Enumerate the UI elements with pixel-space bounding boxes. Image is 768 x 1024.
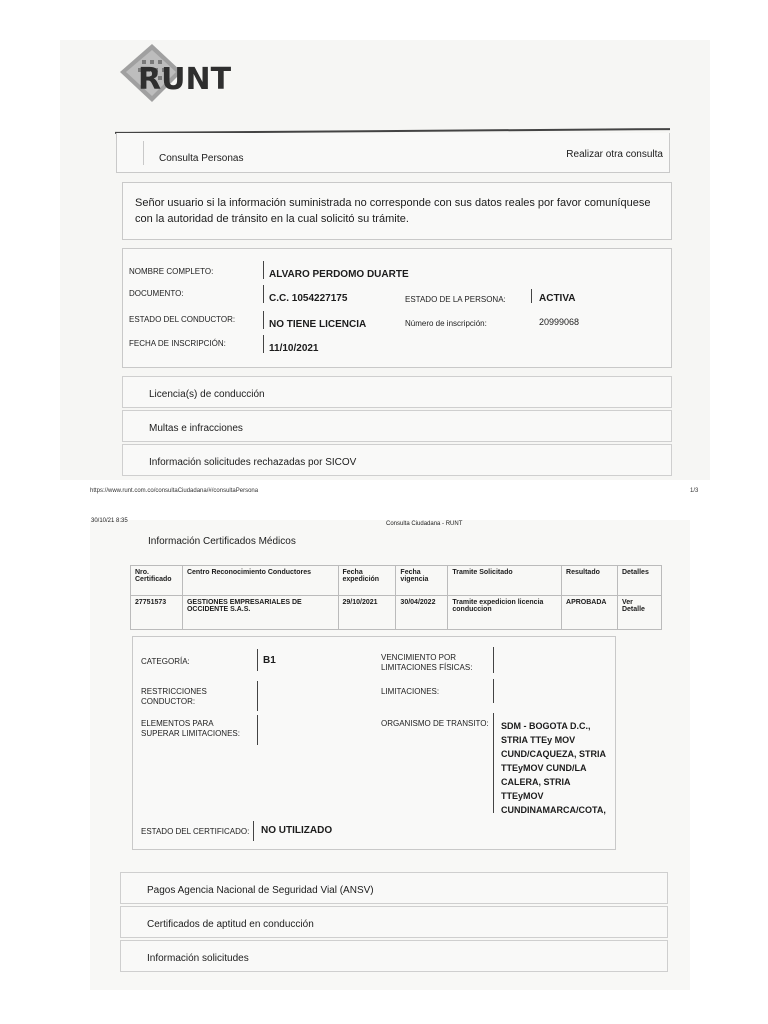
certificate-detail-panel	[132, 636, 616, 850]
value-divider	[493, 679, 494, 703]
table-row	[131, 596, 662, 630]
cell-procedure: Tramite expedicion licencia conduccion	[448, 596, 562, 630]
value-divider	[257, 649, 258, 671]
section-label: Información solicitudes	[147, 953, 249, 964]
authority-line: CALERA, STRIA	[501, 777, 571, 787]
medical-certificates-table	[130, 565, 662, 630]
person-info-panel	[122, 248, 672, 368]
section-multas[interactable]	[122, 410, 672, 442]
medical-section-title: Información Certificados Médicos	[148, 536, 296, 547]
cell-result: APROBADA	[562, 596, 618, 630]
person-status-value: ACTIVA	[539, 293, 576, 304]
driver-status-value: NO TIENE LICENCIA	[269, 319, 367, 330]
category-value: B1	[263, 655, 276, 666]
authority-line: TTEyMOV CUND/LA	[501, 763, 587, 773]
authority-line: STRIA TTEy MOV	[501, 735, 576, 745]
section-aptitud[interactable]	[120, 906, 668, 938]
print-datetime: 30/10/21 8:35	[91, 518, 128, 524]
col-header: Fecha expedición	[338, 566, 396, 596]
notice-text: Señor usuario si la información suministrada no corresponde con sus datos reales por favor comuníquese con la autoridad de tránsito en la cual solicitó su trámite.	[135, 197, 651, 225]
logo-text: RUNT	[138, 62, 232, 97]
name-label: NOMBRE COMPLETO:	[129, 267, 214, 276]
document-label: DOCUMENTO:	[129, 289, 184, 298]
table-header-row	[131, 566, 662, 596]
cell-certificate-number: 27751573	[131, 596, 183, 630]
section-label: Certificados de aptitud en conducción	[147, 919, 314, 930]
elements-label: ELEMENTOS PARA SUPERAR LIMITACIONES:	[141, 719, 240, 738]
document-value: C.C. 1054227175	[269, 293, 348, 304]
view-detail-link[interactable]: Ver Detalle	[617, 596, 661, 630]
value-divider	[263, 311, 264, 329]
registration-date-value: 11/10/2021	[269, 343, 319, 354]
expiry-limitations-label: VENCIMIENTO POR LIMITACIONES FÍSICAS:	[381, 653, 473, 672]
header-divider	[143, 141, 144, 165]
value-divider	[263, 285, 264, 303]
restrictions-label: RESTRICCIONES CONDUCTOR:	[141, 687, 207, 706]
section-label: Licencia(s) de conducción	[149, 389, 265, 400]
registration-number-value: 20999068	[539, 317, 580, 327]
section-label: Pagos Agencia Nacional de Seguridad Vial (ANSV)	[147, 885, 374, 896]
value-divider	[493, 647, 494, 673]
col-header: Centro Reconocimiento Conductores	[182, 566, 338, 596]
transit-authority-label: ORGANISMO DE TRANSITO:	[381, 719, 489, 728]
new-query-link[interactable]: Realizar otra consulta	[566, 149, 663, 160]
col-header: Tramite Solicitado	[448, 566, 562, 596]
section-solicitudes[interactable]	[120, 940, 668, 972]
value-divider	[263, 335, 264, 353]
cell-center: GESTIONES EMPRESARIALES DE OCCIDENTE S.A.S.	[182, 596, 338, 630]
print-page-number: 1/3	[690, 488, 699, 494]
col-header: Resultado	[562, 566, 618, 596]
print-doc-title: Consulta Ciudadana - RUNT	[386, 521, 463, 527]
col-header: Detalles	[617, 566, 661, 596]
name-value: ALVARO PERDOMO DUARTE	[269, 269, 409, 280]
notice-box	[122, 182, 672, 240]
person-status-label: ESTADO DE LA PERSONA:	[405, 295, 506, 304]
header-bar	[116, 133, 670, 173]
certificate-status-value: NO UTILIZADO	[261, 825, 333, 836]
value-divider	[531, 289, 532, 303]
page-title: Consulta Personas	[159, 153, 244, 164]
print-url: https://www.runt.com.co/consultaCiudadana/#/consultaPersona	[90, 488, 259, 494]
value-divider	[493, 713, 494, 813]
cell-valid-date: 30/04/2022	[396, 596, 448, 630]
authority-line: CUNDINAMARCA/COTA,	[501, 805, 606, 815]
section-ansv[interactable]	[120, 872, 668, 904]
value-divider	[263, 261, 264, 279]
authority-line: CUND/CAQUEZA, STRIA	[501, 749, 606, 759]
section-label: Multas e infracciones	[149, 423, 243, 434]
limitations-label: LIMITACIONES:	[381, 687, 440, 696]
registration-number-label: Número de inscripción:	[405, 319, 487, 328]
transit-authority-value	[501, 719, 617, 817]
value-divider	[253, 821, 254, 841]
section-label: Información solicitudes rechazadas por SICOV	[149, 457, 357, 468]
registration-date-label: FECHA DE INSCRIPCIÓN:	[129, 339, 226, 348]
col-header: Nro. Certificado	[131, 566, 183, 596]
driver-status-label: ESTADO DEL CONDUCTOR:	[129, 315, 236, 324]
col-header: Fecha vigencia	[396, 566, 448, 596]
authority-line: TTEyMOV	[501, 791, 544, 801]
authority-line: SDM - BOGOTA D.C.,	[501, 721, 591, 731]
cell-issue-date: 29/10/2021	[338, 596, 396, 630]
certificate-status-label: ESTADO DEL CERTIFICADO:	[141, 827, 250, 836]
section-licencias[interactable]	[122, 376, 672, 408]
runt-logo	[112, 42, 262, 112]
section-sicov[interactable]	[122, 444, 672, 476]
value-divider	[257, 715, 258, 745]
category-label: CATEGORÍA:	[141, 657, 190, 666]
value-divider	[257, 681, 258, 711]
